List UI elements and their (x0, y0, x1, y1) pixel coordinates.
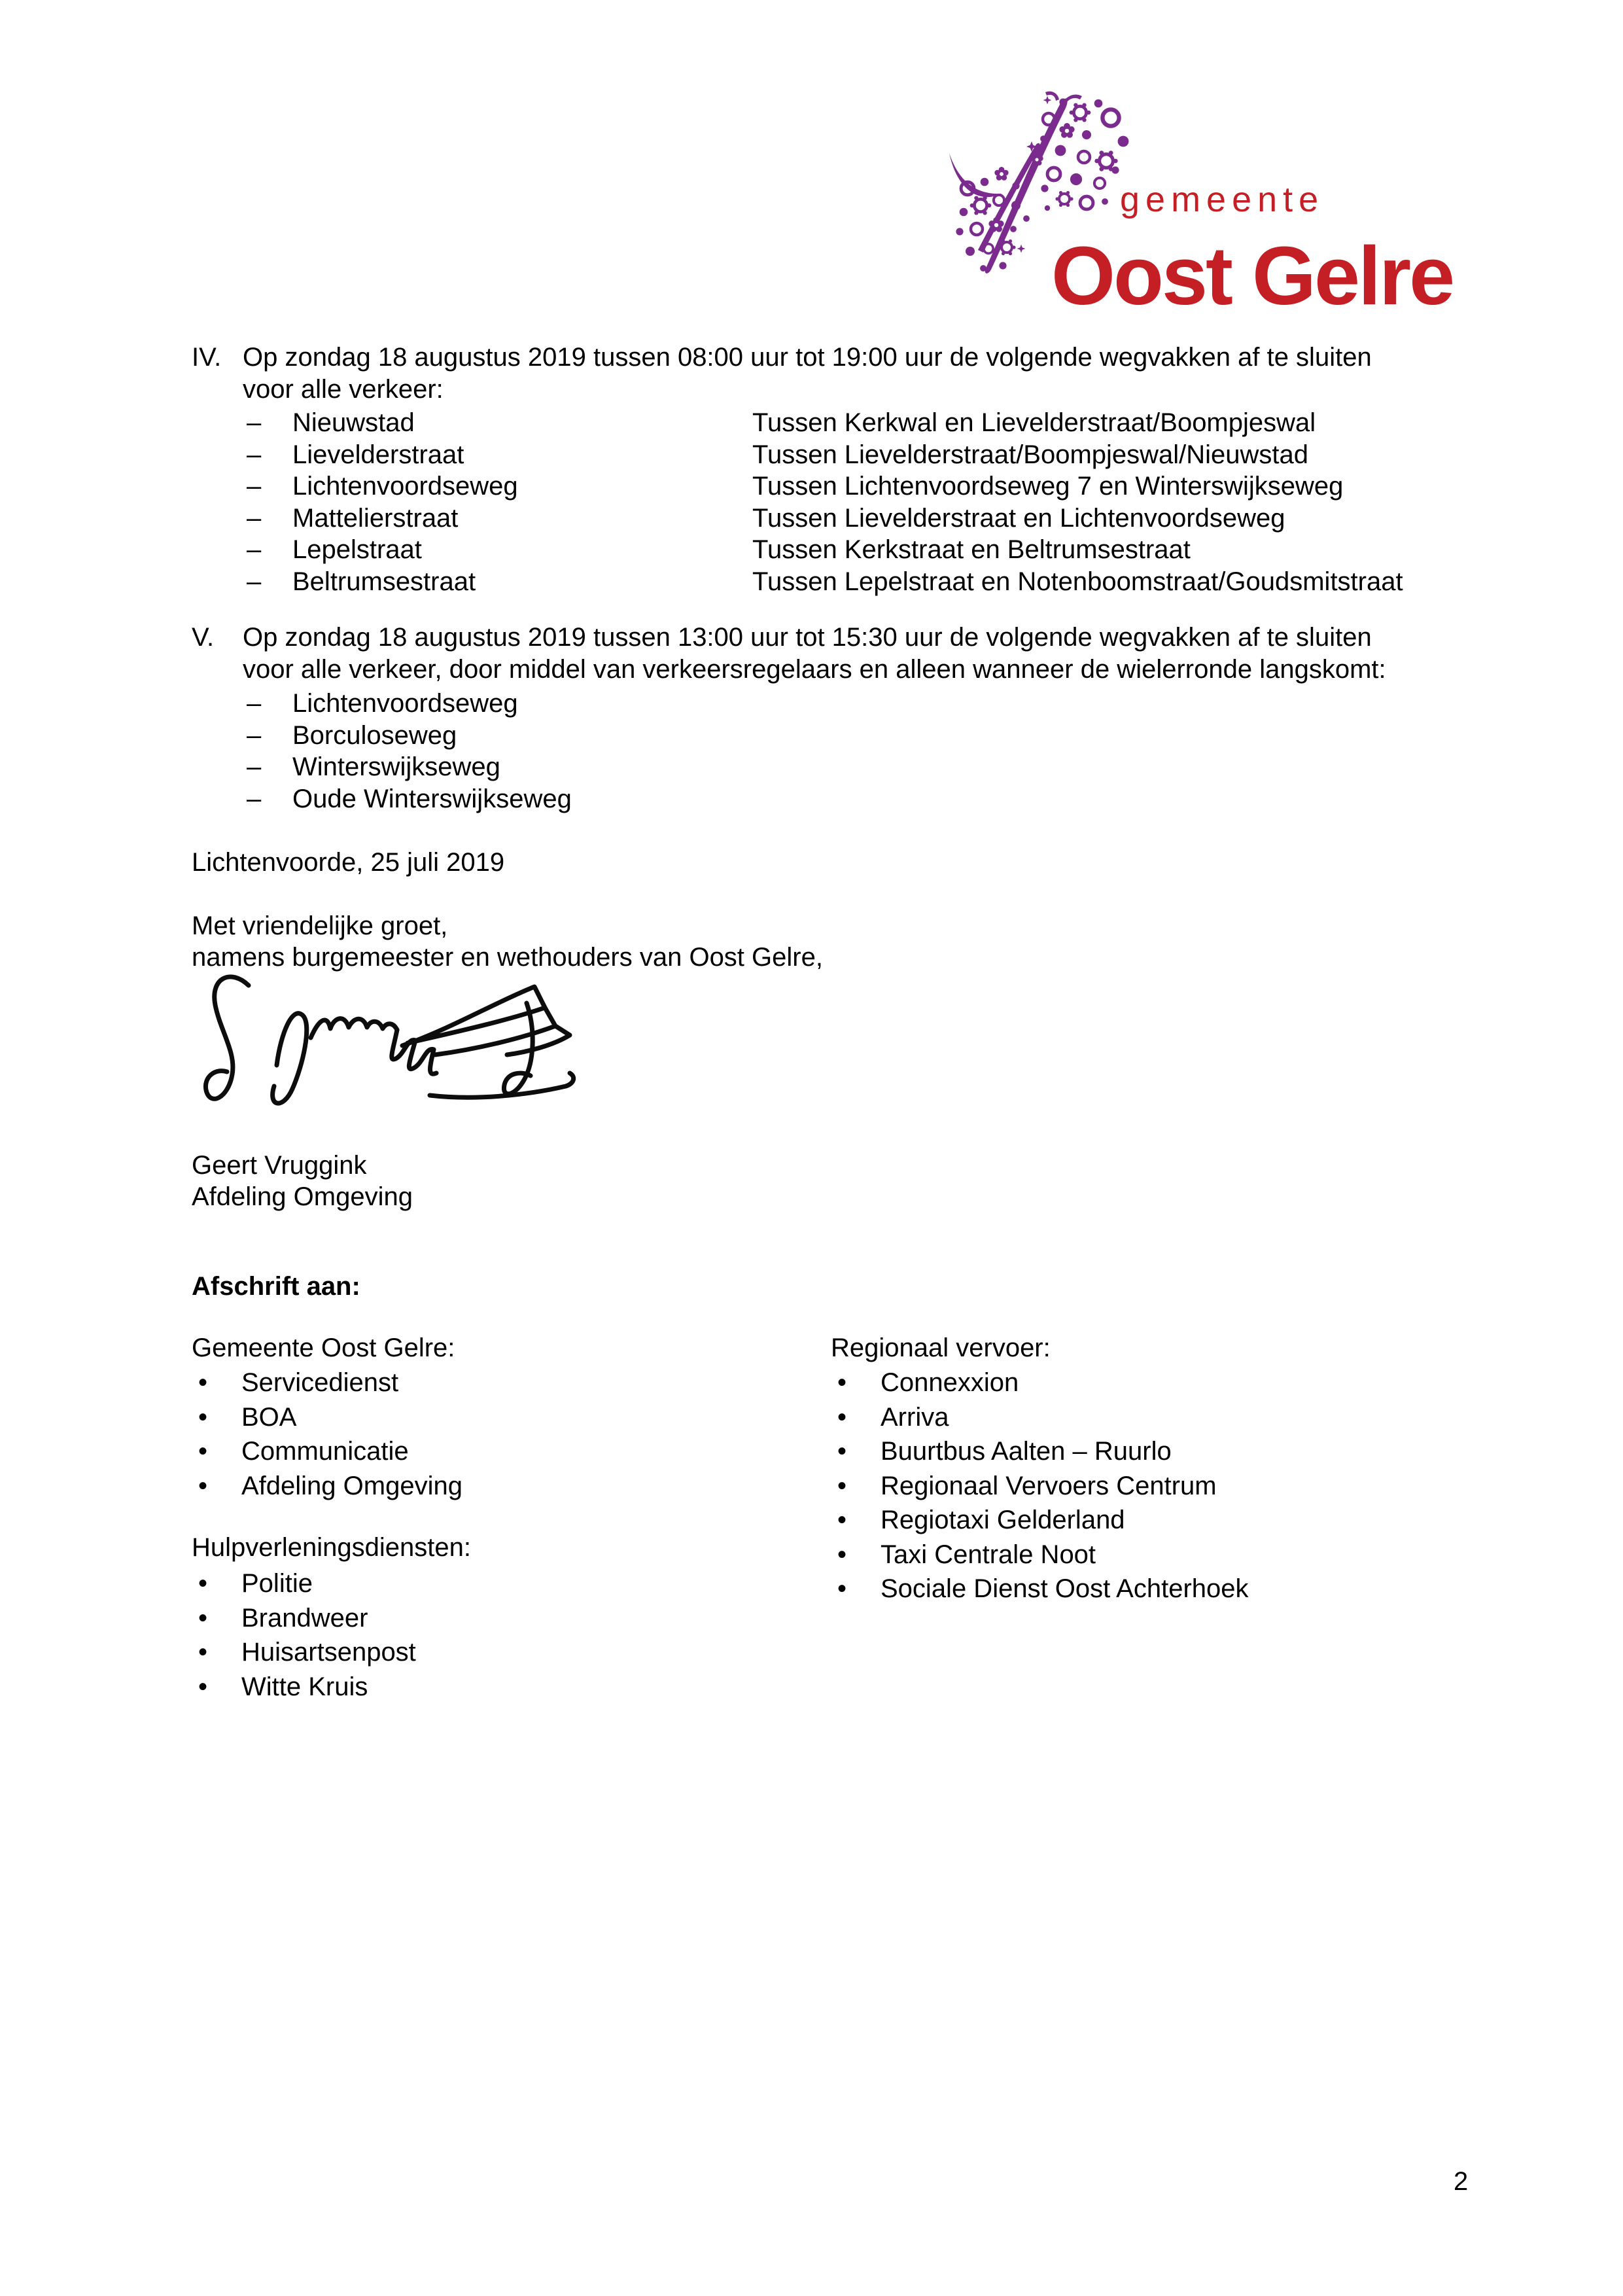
list-item-label: Politie (241, 1569, 313, 1598)
copies-list-gemeente (192, 1366, 911, 1503)
list-item-label: BOA (241, 1402, 297, 1432)
municipality-logo (944, 90, 1487, 322)
dash-bullet: – (247, 408, 262, 437)
dash-bullet: – (247, 720, 262, 750)
greeting-line: namens burgemeester en wethouders van Oost Gelre, (192, 943, 823, 972)
bullet-glyph: • (837, 1368, 847, 1397)
road-closure-row (247, 751, 1490, 783)
list-item (831, 1469, 1550, 1504)
section-v-road-list (247, 688, 1490, 815)
bullet-glyph: • (198, 1672, 208, 1701)
list-item-label: Arriva (881, 1402, 949, 1432)
signature-icon (200, 967, 592, 1108)
list-item (831, 1572, 1550, 1606)
street-between: Tussen Kerkwal en Lievelderstraat/Boompjeswal (752, 408, 1316, 437)
list-item (831, 1503, 1550, 1538)
road-closure-row (247, 566, 1490, 598)
logo-gemeente-text: gemeente (1120, 180, 1325, 219)
list-item (831, 1538, 1550, 1572)
place-and-date: Lichtenvoorde, 25 juli 2019 (192, 848, 505, 877)
list-item-label: Regiotaxi Gelderland (881, 1506, 1125, 1534)
signer-department: Afdeling Omgeving (192, 1182, 413, 1211)
bullet-glyph: • (198, 1569, 208, 1598)
road-closure-row (247, 534, 1490, 566)
list-item (192, 1366, 911, 1400)
street-name: Borculoseweg (292, 720, 457, 750)
bullet-glyph: • (198, 1368, 208, 1397)
intro-line: Op zondag 18 augustus 2019 tussen 08:00 uur tot 19:00 uur de volgende wegvakken af te sluiten (243, 343, 1372, 372)
road-closure-row (247, 720, 1490, 752)
bullet-glyph: • (837, 1402, 847, 1432)
street-name: Lichtenvoordseweg (292, 472, 518, 501)
list-item (192, 1635, 911, 1670)
street-between: Tussen Lievelderstraat en Lichtenvoordseweg (752, 503, 1285, 533)
bullet-glyph: • (837, 1574, 847, 1603)
street-name: Nieuwstad (292, 408, 415, 437)
signer-block (192, 1150, 413, 1212)
street-between: Tussen Lievelderstraat/Boompjeswal/Nieuwstad (752, 440, 1309, 469)
intro-line: voor alle verkeer: (243, 375, 444, 404)
section-iv-numeral: IV. (192, 343, 222, 372)
copies-group-heading: Gemeente Oost Gelre: (192, 1333, 455, 1362)
list-item (192, 1670, 911, 1704)
bullet-glyph: • (198, 1402, 208, 1432)
copies-group-heading: Regionaal vervoer: (831, 1333, 1051, 1362)
list-item-label: Regionaal Vervoers Centrum (881, 1471, 1217, 1500)
page-number: 2 (1454, 2167, 1469, 2196)
road-closure-row (247, 407, 1490, 439)
list-item-label: Servicedienst (241, 1368, 399, 1397)
dash-bullet: – (247, 535, 262, 564)
street-name: Lepelstraat (292, 535, 422, 564)
bullet-glyph: • (198, 1603, 208, 1633)
list-item-label: Communicatie (241, 1437, 409, 1466)
street-between: Tussen Kerkstraat en Beltrumsestraat (752, 535, 1191, 564)
signer-name: Geert Vruggink (192, 1151, 367, 1180)
list-item (192, 1566, 911, 1601)
road-closure-row (247, 439, 1490, 471)
road-closure-row (247, 783, 1490, 815)
section-iv-road-list (247, 407, 1490, 597)
list-item-label: Taxi Centrale Noot (881, 1540, 1096, 1569)
logo-municipality-name: Oost Gelre (1051, 230, 1454, 322)
street-name: Lievelderstraat (292, 440, 464, 469)
list-item (192, 1601, 911, 1636)
bullet-glyph: • (198, 1437, 208, 1466)
bullet-glyph: • (837, 1540, 847, 1569)
dash-bullet: – (247, 689, 262, 718)
copies-group-heading: Hulpverleningsdiensten: (192, 1533, 471, 1562)
street-between: Tussen Lepelstraat en Notenboomstraat/Goudsmitstraat (752, 567, 1403, 596)
dash-bullet: – (247, 784, 262, 813)
dash-bullet: – (247, 472, 262, 501)
intro-line: voor alle verkeer, door middel van verkeersregelaars en alleen wanneer de wielerronde langskomt: (243, 655, 1386, 684)
dash-bullet: – (247, 503, 262, 533)
intro-line: Op zondag 18 augustus 2019 tussen 13:00 uur tot 15:30 uur de volgende wegvakken af te sluiten (243, 623, 1372, 652)
list-item (192, 1400, 911, 1435)
road-closure-row (247, 470, 1490, 503)
section-v-intro (243, 622, 1386, 686)
street-name: Beltrumsestraat (292, 567, 476, 596)
street-name: Mattelierstraat (292, 503, 459, 533)
list-item-label: Afdeling Omgeving (241, 1471, 462, 1500)
list-item (192, 1434, 911, 1469)
bullet-glyph: • (837, 1506, 847, 1534)
list-item-label: Sociale Dienst Oost Achterhoek (881, 1574, 1249, 1603)
copies-heading: Afschrift aan: (192, 1272, 360, 1301)
list-item-label: Brandweer (241, 1603, 368, 1633)
street-name: Oude Winterswijkseweg (292, 784, 572, 813)
copies-list-hulpdiensten (192, 1566, 911, 1704)
bullet-glyph: • (198, 1471, 208, 1500)
street-name: Lichtenvoordseweg (292, 689, 518, 718)
list-item (831, 1434, 1550, 1469)
street-between: Tussen Lichtenvoordseweg 7 en Winterswijkseweg (752, 472, 1344, 501)
bullet-glyph: • (837, 1471, 847, 1500)
street-name: Winterswijkseweg (292, 752, 500, 781)
dash-bullet: – (247, 567, 262, 596)
copies-list-vervoer (831, 1366, 1550, 1606)
closing-greeting (192, 910, 823, 973)
bullet-glyph: • (198, 1638, 208, 1667)
dash-bullet: – (247, 440, 262, 469)
list-item-label: Buurtbus Aalten – Ruurlo (881, 1437, 1172, 1466)
bullet-glyph: • (837, 1437, 847, 1466)
road-closure-row (247, 503, 1490, 535)
section-v-numeral: V. (192, 623, 215, 652)
road-closure-row (247, 688, 1490, 720)
list-item (831, 1366, 1550, 1400)
list-item-label: Huisartsenpost (241, 1638, 416, 1667)
list-item-label: Connexxion (881, 1368, 1019, 1397)
list-item (831, 1400, 1550, 1435)
list-item (192, 1469, 911, 1504)
list-item-label: Witte Kruis (241, 1672, 368, 1701)
section-iv-intro (243, 342, 1372, 406)
greeting-line: Met vriendelijke groet, (192, 911, 448, 940)
dash-bullet: – (247, 752, 262, 781)
